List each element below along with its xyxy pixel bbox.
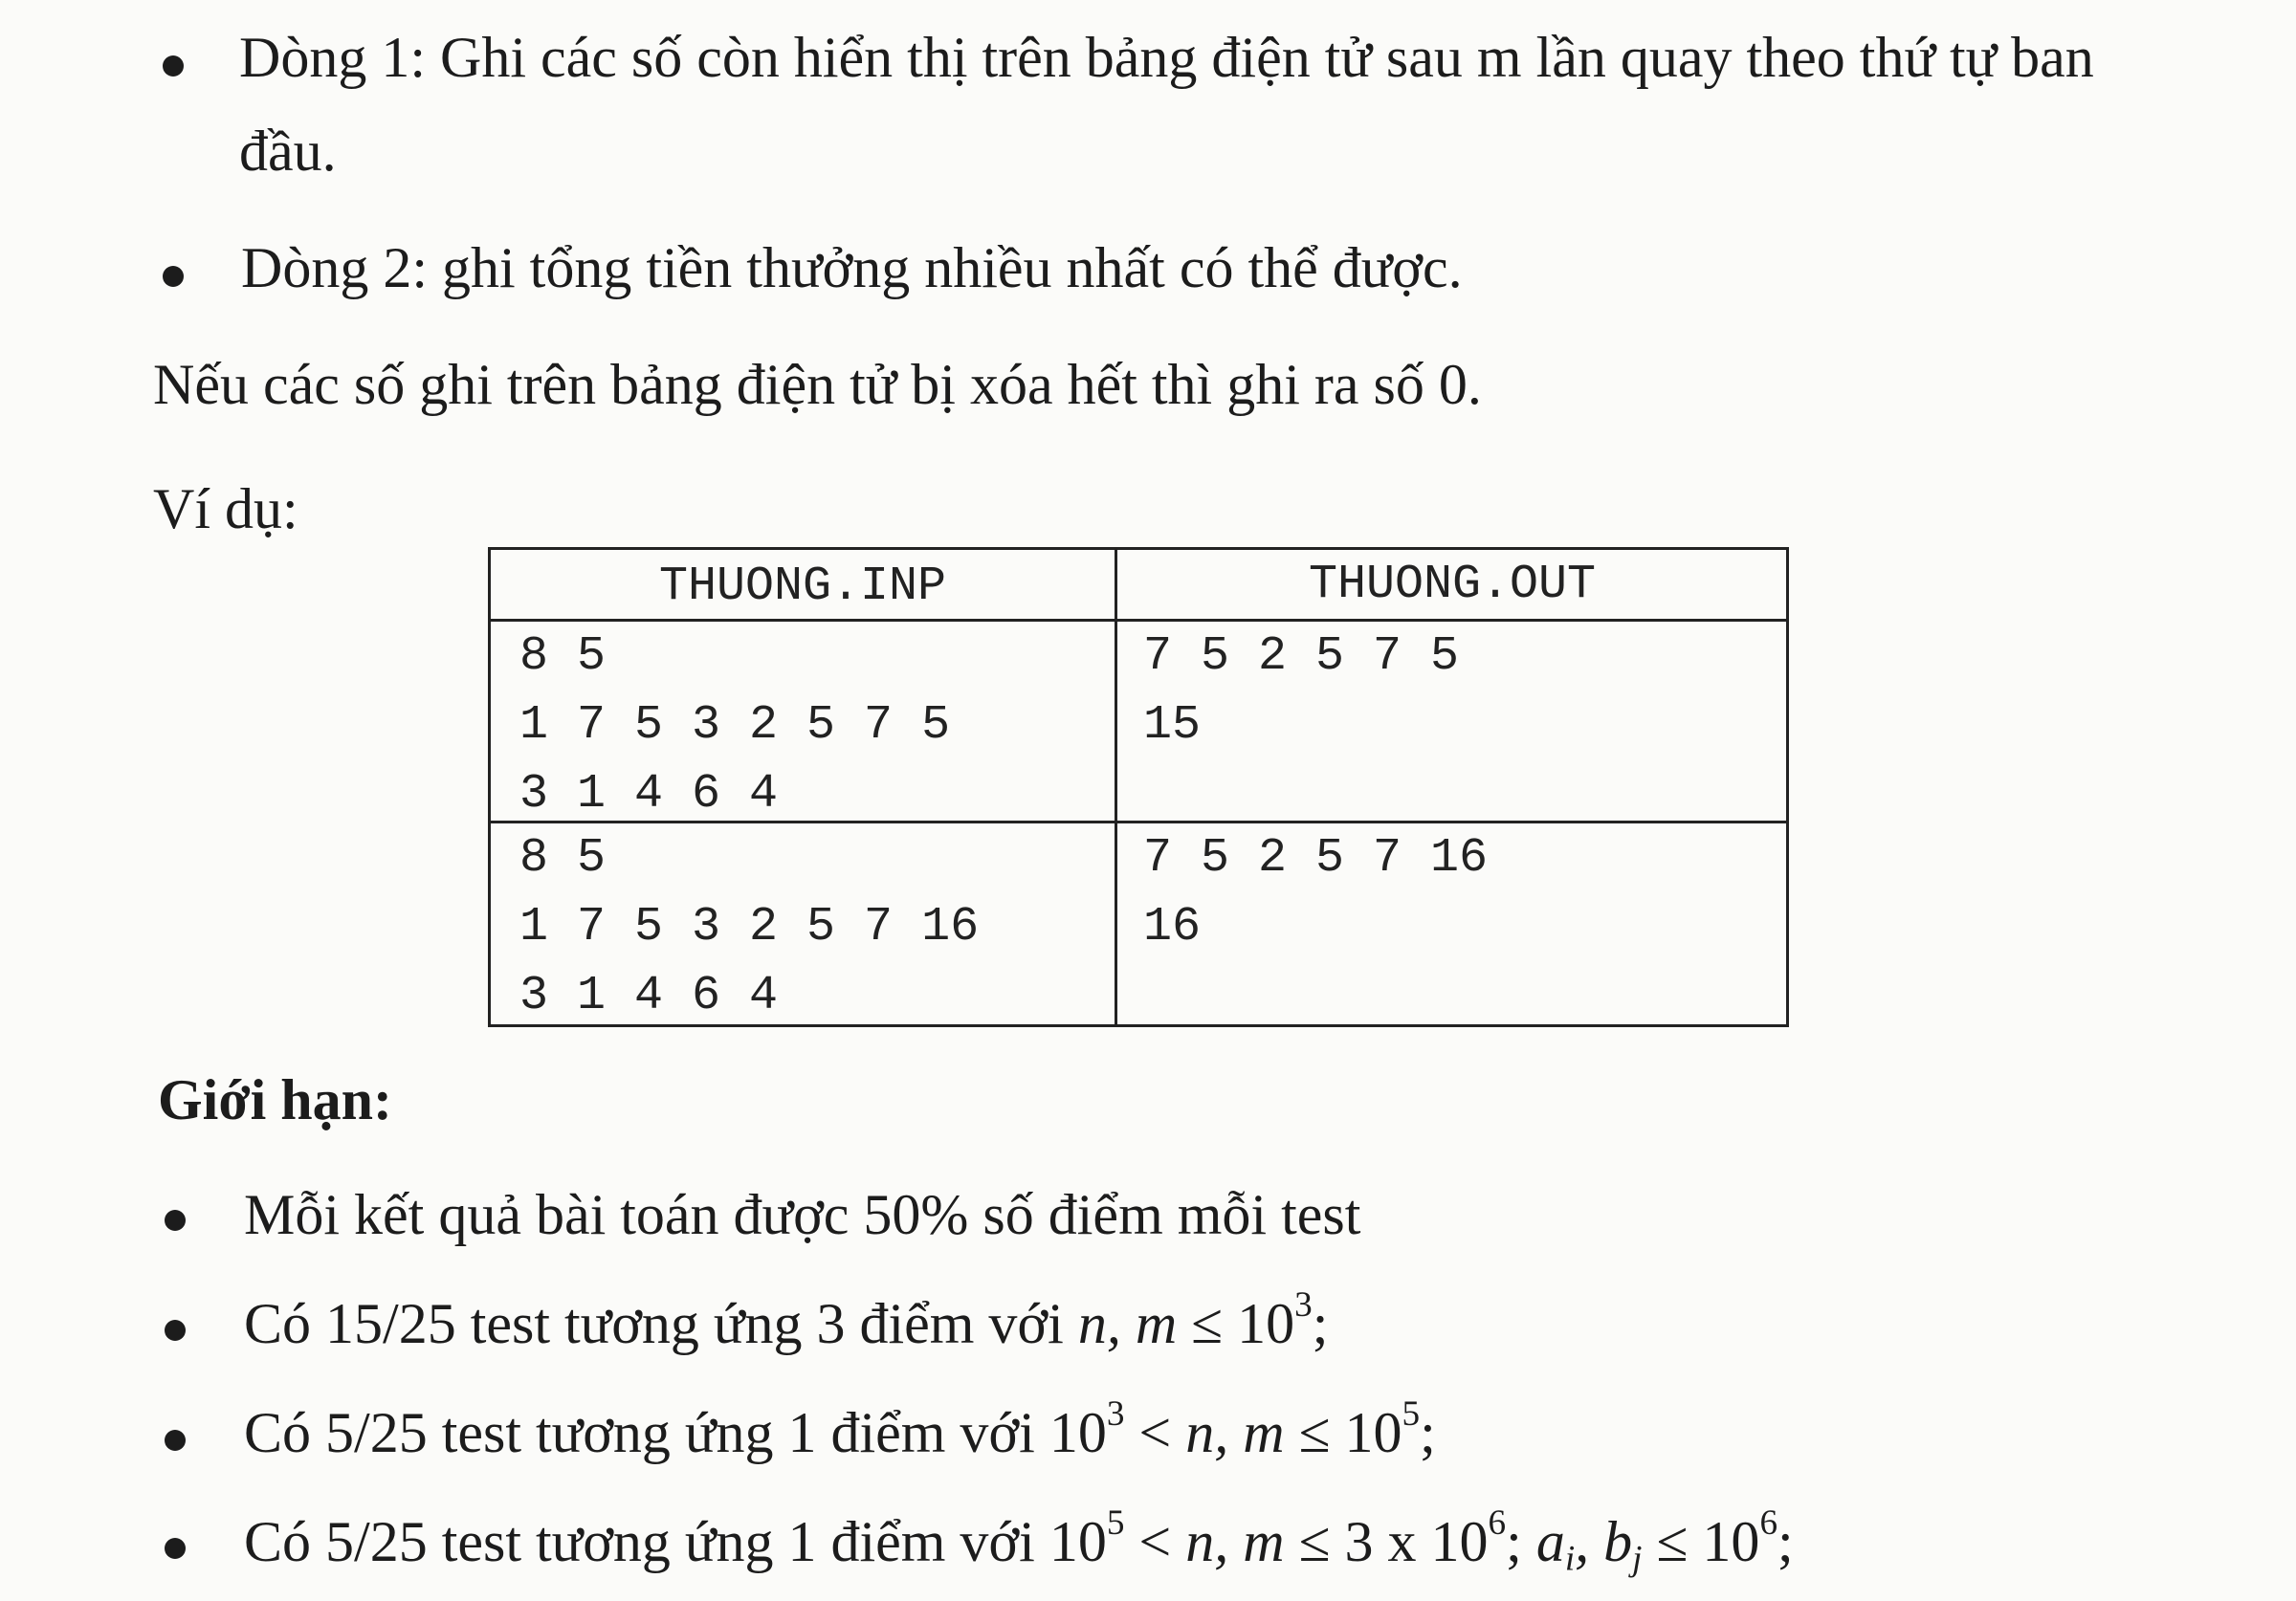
table-divider-header xyxy=(491,619,1786,622)
limits-item-1: Mỗi kết quả bài toán được 50% số điểm mỗi test xyxy=(244,1183,1361,1246)
bullet-icon xyxy=(163,266,184,287)
output-line2-text: Dòng 2: ghi tổng tiền thưởng nhiều nhất có thể được. xyxy=(241,236,1463,299)
bullet-icon xyxy=(163,55,184,77)
bullet-icon xyxy=(165,1538,186,1559)
limits-item-2-exp: 3 xyxy=(1294,1285,1313,1326)
limits-item-3-rel: ≤ 10 xyxy=(1284,1401,1402,1464)
limits-item-4-a-sub: i xyxy=(1564,1539,1576,1579)
limits-item-4-exp3: 6 xyxy=(1759,1503,1778,1544)
limits-item-3-exp1: 3 xyxy=(1106,1394,1125,1435)
limits-item-4-a: a xyxy=(1535,1510,1565,1573)
input-line: 8 5 xyxy=(519,831,607,886)
limits-item-2-rel: ≤ 10 xyxy=(1177,1292,1295,1355)
limits-item-4-rel2: ≤ 10 xyxy=(1642,1510,1760,1573)
limits-heading: Giới hạn: xyxy=(158,1068,392,1131)
limits-item-3-text: Có 5/25 test tương ứng 1 điểm với 10 xyxy=(244,1401,1107,1464)
limits-item-3 xyxy=(244,1394,1436,1464)
limits-item-2-end: ; xyxy=(1312,1292,1329,1355)
input-line: 1 7 5 3 2 5 7 5 xyxy=(519,698,951,753)
limits-item-4-b-sub: j xyxy=(1632,1539,1643,1579)
limits-item-4-exp1: 5 xyxy=(1106,1503,1125,1544)
limits-item-4-comma: , xyxy=(1575,1510,1604,1573)
bullet-icon xyxy=(165,1210,186,1231)
limits-item-4-vars: n, m xyxy=(1185,1510,1285,1573)
limits-item-4-rel: ≤ 3 x 10 xyxy=(1284,1510,1489,1573)
output-line1-text: Dòng 1: Ghi các số còn hiển thị trên bảng điện tử sau m lần quay theo thứ tự ban xyxy=(239,26,2094,89)
table-row-2-input xyxy=(519,824,979,1031)
input-line: 1 7 5 3 2 5 7 16 xyxy=(519,900,980,954)
limits-item-3-exp2: 5 xyxy=(1402,1394,1421,1435)
limits-item-3-end: ; xyxy=(1420,1401,1436,1464)
bullet-icon xyxy=(165,1430,186,1451)
limits-item-4-mid: < xyxy=(1124,1510,1186,1573)
limits-item-2 xyxy=(244,1285,1329,1355)
output-line: 15 xyxy=(1143,698,1202,753)
input-line: 3 1 4 6 4 xyxy=(519,969,779,1023)
table-row-2-output xyxy=(1143,824,1488,962)
example-table xyxy=(488,547,1789,1027)
limits-item-4-b: b xyxy=(1603,1510,1633,1573)
bullet-icon xyxy=(165,1320,186,1341)
limits-item-2-vars: n, m xyxy=(1077,1292,1178,1355)
table-header-output: THUONG.OUT xyxy=(1308,558,1597,612)
empty-note-text: Nếu các số ghi trên bảng điện tử bị xóa hết thì ghi ra số 0. xyxy=(153,353,1482,416)
output-line: 7 5 2 5 7 5 xyxy=(1143,629,1460,684)
input-line: 8 5 xyxy=(519,629,607,684)
limits-item-4-exp2: 6 xyxy=(1488,1503,1507,1544)
limits-item-3-mid: < xyxy=(1124,1401,1186,1464)
limits-item-4-end: ; xyxy=(1777,1510,1794,1573)
limits-item-3-vars: n, m xyxy=(1185,1401,1285,1464)
limits-item-2-text: Có 15/25 test tương ứng 3 điểm với xyxy=(244,1292,1078,1355)
output-line: 7 5 2 5 7 16 xyxy=(1143,831,1489,886)
limits-item-4-sep: ; xyxy=(1506,1510,1536,1573)
input-line: 3 1 4 6 4 xyxy=(519,767,779,822)
table-header-input: THUONG.INP xyxy=(658,559,947,614)
table-row-1-input xyxy=(519,623,950,829)
limits-item-4-text: Có 5/25 test tương ứng 1 điểm với 10 xyxy=(244,1510,1107,1573)
table-row-1-output xyxy=(1143,623,1459,760)
example-label: Ví dụ: xyxy=(153,477,298,540)
output-line: 16 xyxy=(1143,900,1202,954)
output-line1-continuation: đầu. xyxy=(239,120,337,183)
limits-item-4 xyxy=(244,1503,1794,1579)
